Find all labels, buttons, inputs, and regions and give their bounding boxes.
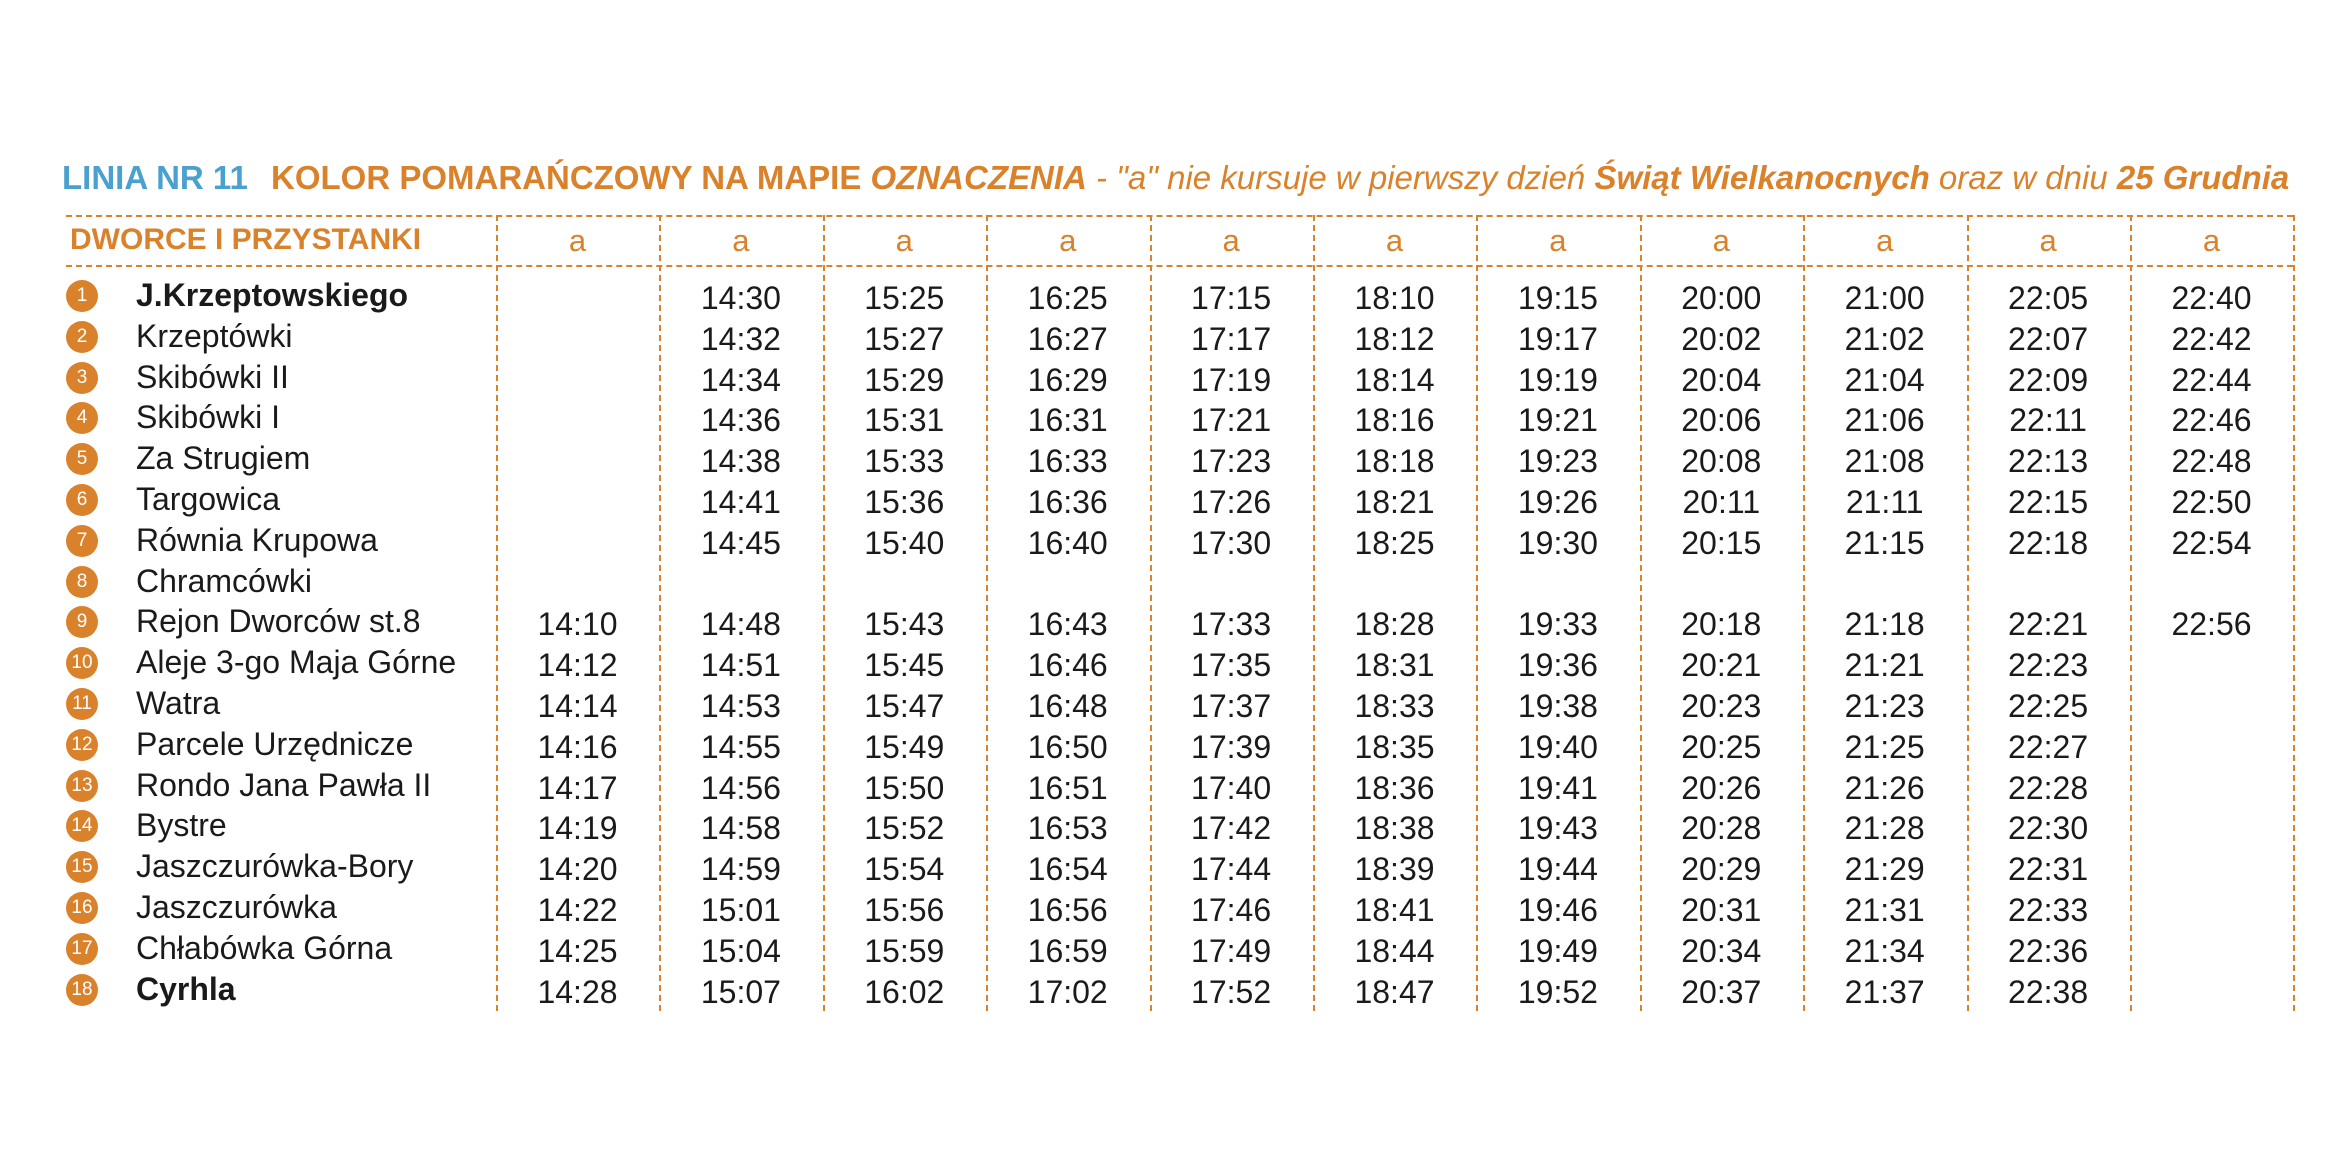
stop-number-badge: 9 (66, 606, 98, 638)
departure-time: 22:21 (2008, 606, 2089, 643)
column-header: a (1385, 223, 1404, 258)
departure-time: 21:21 (1844, 647, 1925, 684)
stop-name: Krzeptówki (136, 317, 293, 354)
departure-time: 20:08 (1681, 443, 1762, 480)
stop-name: Skibówki II (136, 358, 289, 395)
departure-time: 15:25 (864, 280, 945, 316)
departure-time: 22:09 (2008, 361, 2089, 398)
departure-time (986, 562, 1149, 603)
departure-time: 14:51 (700, 647, 781, 684)
stop-number-badge: 17 (66, 933, 98, 965)
departure-time: 14:32 (700, 320, 781, 357)
departure-time: 15:56 (864, 892, 945, 928)
departure-time: 21:08 (1844, 443, 1925, 480)
departure-time: 20:34 (1681, 932, 1762, 969)
departure-time: 17:02 (1027, 973, 1108, 1010)
departure-time: 17:17 (1191, 320, 1272, 357)
departure-time: 21:34 (1844, 932, 1925, 969)
departure-time: 14:56 (700, 769, 781, 806)
departure-time: 22:25 (2008, 688, 2089, 724)
departure-time: 15:27 (864, 320, 945, 357)
stop-name: Rondo Jana Pawła II (136, 766, 432, 803)
departure-time: 20:31 (1681, 892, 1762, 928)
departure-time: 21:25 (1844, 728, 1925, 765)
departure-time: 14:48 (700, 606, 781, 643)
departure-time: 18:36 (1354, 769, 1435, 806)
stop-name: Bystre (136, 807, 227, 844)
departure-time: 14:22 (537, 892, 618, 928)
departure-time: 15:43 (864, 606, 945, 643)
departure-time: 22:23 (2008, 647, 2089, 684)
departure-time: 20:11 (1682, 484, 1761, 520)
stop-name: J.Krzeptowskiego (136, 277, 409, 313)
stop-name: Targowica (136, 481, 281, 517)
departure-time: 21:37 (1844, 973, 1925, 1010)
stop-number-badge: 11 (66, 688, 98, 720)
departure-time: 16:33 (1027, 443, 1108, 480)
stop-name: Jaszczurówka (136, 889, 337, 925)
departure-time: 14:41 (700, 484, 781, 520)
departure-time: 21:31 (1844, 892, 1925, 928)
departure-time (1476, 562, 1639, 603)
departure-time (1150, 562, 1313, 603)
departure-time: 15:33 (864, 443, 945, 480)
timetable (66, 215, 2293, 1011)
departure-time: 21:29 (1844, 851, 1925, 888)
departure-time: 22:28 (2008, 769, 2089, 806)
departure-time: 20:26 (1681, 769, 1762, 806)
departure-time: 21:00 (1844, 280, 1925, 316)
departure-time: 22:48 (2171, 443, 2252, 480)
departure-time: 14:58 (700, 810, 781, 847)
departure-time: 15:52 (864, 810, 945, 847)
departure-time: 16:51 (1027, 769, 1108, 806)
departure-time: 18:47 (1354, 973, 1435, 1010)
departure-time: 20:29 (1681, 851, 1762, 888)
stop-number-badge: 7 (66, 525, 98, 557)
departure-time: 16:56 (1027, 892, 1108, 928)
departure-time: 16:54 (1027, 851, 1108, 888)
departure-time: 17:35 (1191, 647, 1272, 684)
departure-time: 22:15 (2008, 484, 2089, 520)
departure-time: 19:41 (1517, 769, 1598, 806)
departure-time: 14:53 (700, 688, 781, 724)
departure-time: 19:19 (1517, 361, 1598, 398)
departure-time: 20:28 (1681, 810, 1762, 847)
departure-time: 15:01 (700, 892, 781, 928)
column-header: a (2202, 223, 2221, 258)
departure-time: 20:18 (1681, 606, 1762, 643)
departure-time: 17:42 (1191, 810, 1272, 847)
stop-row (66, 847, 2293, 888)
stop-row (66, 480, 2293, 521)
departure-time: 20:02 (1681, 320, 1762, 357)
departure-time (2130, 643, 2293, 684)
departure-time: 19:17 (1517, 320, 1598, 357)
departure-time: 15:07 (700, 973, 781, 1010)
departure-time: 17:52 (1191, 973, 1272, 1010)
departure-time: 18:28 (1354, 606, 1435, 643)
stop-row (66, 970, 2293, 1011)
departure-time: 18:44 (1354, 932, 1435, 969)
departure-time: 17:33 (1191, 606, 1272, 643)
departure-time: 14:45 (700, 524, 781, 561)
departure-time: 21:26 (1844, 769, 1925, 806)
departure-time: 18:41 (1354, 892, 1435, 928)
departure-time: 17:49 (1191, 932, 1272, 969)
departure-time: 20:06 (1681, 402, 1762, 439)
departure-time: 22:44 (2171, 361, 2252, 398)
departure-time: 18:31 (1354, 647, 1435, 684)
departure-time: 16:40 (1027, 524, 1108, 561)
departure-time (2130, 725, 2293, 766)
legend-mid: oraz w dniu (1929, 159, 2117, 196)
departure-time: 22:56 (2171, 606, 2252, 643)
departure-time: 20:25 (1681, 728, 1762, 765)
stop-number-badge: 16 (66, 892, 98, 924)
departure-time: 14:14 (537, 688, 618, 724)
departure-time: 22:50 (2171, 484, 2252, 520)
departure-time (496, 276, 659, 317)
stop-row (66, 725, 2293, 766)
departure-time: 17:23 (1191, 443, 1272, 480)
header-bottom-border (66, 265, 2293, 267)
stop-name: Cyrhla (136, 970, 236, 1007)
departure-time: 16:27 (1027, 320, 1108, 357)
departure-time: 18:38 (1354, 810, 1435, 847)
departure-time (496, 480, 659, 521)
departure-time: 22:38 (2008, 973, 2089, 1010)
stop-row (66, 358, 2293, 399)
departure-time: 15:29 (864, 361, 945, 398)
departure-time: 22:13 (2008, 443, 2089, 480)
departure-time: 20:15 (1681, 524, 1762, 561)
departure-time: 19:52 (1517, 973, 1598, 1010)
stop-number-badge: 13 (66, 770, 98, 802)
departure-time: 22:30 (2008, 810, 2089, 847)
departure-time: 14:16 (537, 728, 618, 765)
stop-name: Skibówki I (136, 399, 281, 436)
departure-time: 15:54 (864, 851, 945, 888)
departure-time (2130, 806, 2293, 847)
departure-time: 21:06 (1844, 402, 1925, 439)
timetable-title (62, 150, 2289, 206)
departure-time: 17:40 (1191, 769, 1272, 806)
departure-time: 21:02 (1844, 320, 1925, 357)
stop-number-badge: 2 (66, 321, 98, 353)
departure-time (659, 562, 822, 603)
departure-time: 16:46 (1027, 647, 1108, 684)
stop-row (66, 276, 2293, 317)
departure-time: 18:25 (1354, 524, 1435, 561)
departure-time: 18:33 (1354, 688, 1435, 724)
stop-number-badge: 8 (66, 566, 98, 598)
departure-time: 19:43 (1517, 810, 1598, 847)
departure-time: 18:16 (1354, 402, 1435, 439)
departure-time: 19:38 (1517, 688, 1598, 724)
departure-time: 15:36 (864, 484, 945, 520)
departure-time: 16:31 (1027, 402, 1108, 439)
stop-row (66, 684, 2293, 725)
column-header: a (732, 223, 750, 258)
departure-time: 19:36 (1517, 647, 1598, 684)
departure-time: 14:10 (537, 606, 618, 643)
departure-time: 14:30 (700, 280, 781, 316)
departure-time (2130, 562, 2293, 603)
stop-name: Aleje 3-go Maja Górne (136, 644, 457, 681)
departure-time: 18:14 (1354, 361, 1435, 398)
column-header: a (1876, 223, 1894, 258)
departure-time: 22:31 (2008, 851, 2089, 888)
departure-time: 15:50 (864, 769, 945, 806)
departure-time (496, 562, 659, 603)
departure-time: 16:53 (1027, 810, 1108, 847)
departure-time: 22:05 (2008, 280, 2089, 316)
departure-time: 17:21 (1191, 402, 1272, 439)
stop-number-badge: 10 (66, 647, 98, 679)
column-header: a (2039, 223, 2057, 258)
departure-time (2130, 766, 2293, 807)
stop-name: Chłabówka Górna (136, 929, 393, 966)
departure-time: 14:36 (700, 402, 781, 439)
departure-time (2130, 847, 2293, 888)
departure-time: 14:55 (700, 728, 781, 765)
departure-time: 22:07 (2008, 320, 2089, 357)
departure-time: 19:49 (1517, 932, 1598, 969)
departure-time: 22:46 (2171, 402, 2252, 439)
departure-time: 14:59 (700, 851, 781, 888)
stop-row (66, 643, 2293, 684)
departure-time: 15:40 (864, 524, 945, 561)
departure-time (1803, 562, 1966, 603)
stop-number-badge: 15 (66, 851, 98, 883)
departure-time (496, 358, 659, 399)
legend-date: 25 Grudnia (2116, 159, 2290, 196)
departure-time: 22:36 (2008, 932, 2089, 969)
departure-time: 17:37 (1191, 688, 1272, 724)
departure-time: 22:18 (2008, 524, 2089, 561)
departure-time: 20:21 (1681, 647, 1762, 684)
departure-time: 17:39 (1191, 728, 1272, 765)
departure-time: 19:26 (1517, 484, 1598, 520)
stop-number-badge: 14 (66, 810, 98, 842)
departure-time: 18:12 (1354, 320, 1435, 357)
legend-holiday: Świąt Wielkanocnych (1594, 159, 1930, 196)
departure-time: 17:46 (1191, 892, 1272, 928)
departure-time: 17:44 (1191, 851, 1272, 888)
departure-time: 22:54 (2171, 524, 2252, 561)
departure-time: 14:20 (537, 851, 618, 888)
stop-row (66, 317, 2293, 358)
departure-time: 22:27 (2008, 728, 2089, 765)
stop-name: Parcele Urzędnicze (136, 725, 414, 762)
departure-time (2130, 970, 2293, 1011)
departure-time: 18:39 (1354, 851, 1435, 888)
departure-time (1967, 562, 2130, 603)
departure-time: 18:10 (1354, 280, 1435, 316)
stop-number-badge: 12 (66, 729, 98, 761)
stop-row (66, 521, 2293, 562)
line-number: LINIA NR 11 (62, 159, 248, 196)
column-header: a (895, 223, 913, 258)
stop-row (66, 602, 2293, 643)
departure-time: 20:23 (1681, 688, 1762, 724)
departure-time: 19:33 (1517, 606, 1598, 643)
departure-time (2130, 929, 2293, 970)
departure-time: 22:33 (2008, 892, 2089, 928)
departure-time: 18:21 (1354, 484, 1435, 520)
stops-column-header: DWORCE I PRZYSTANKI (70, 223, 422, 256)
departure-time: 22:42 (2171, 320, 2252, 357)
column-header: a (1712, 223, 1730, 258)
departure-time: 14:17 (537, 769, 618, 806)
departure-time (1313, 562, 1476, 603)
stop-number-badge: 3 (66, 362, 98, 394)
departure-time: 19:21 (1517, 402, 1598, 439)
departure-time: 19:23 (1517, 443, 1598, 480)
departure-time: 21:11 (1845, 484, 1924, 520)
departure-time: 14:38 (700, 443, 781, 480)
departure-time: 15:59 (864, 932, 945, 969)
stop-row (66, 806, 2293, 847)
departure-time: 22:40 (2171, 280, 2252, 316)
departure-time: 21:15 (1844, 524, 1925, 561)
stop-name: Jaszczurówka-Bory (136, 848, 414, 885)
departure-time: 16:36 (1027, 484, 1108, 520)
departure-time: 14:28 (537, 973, 618, 1010)
departure-time (2130, 684, 2293, 725)
column-header: a (568, 223, 587, 258)
departure-time: 16:43 (1027, 606, 1108, 643)
departure-time: 18:35 (1354, 728, 1435, 765)
departure-time: 14:25 (537, 932, 618, 969)
departure-time: 17:30 (1191, 524, 1272, 561)
stop-number-badge: 18 (66, 974, 98, 1006)
stop-number-badge: 5 (66, 443, 98, 475)
departure-time (496, 439, 659, 480)
departure-time: 19:44 (1517, 851, 1598, 888)
departure-time (823, 562, 986, 603)
stop-number-badge: 4 (66, 402, 98, 434)
column-divider (2293, 215, 2295, 1011)
stop-name: Za Strugiem (136, 440, 311, 477)
departure-time (496, 521, 659, 562)
departure-time: 16:48 (1027, 688, 1108, 724)
departure-time (496, 317, 659, 358)
legend-text: - "a" nie kursuje w pierwszy dzień (1086, 159, 1595, 196)
departure-time: 14:12 (537, 647, 618, 684)
column-header: a (1222, 223, 1240, 258)
stop-name: Watra (136, 685, 221, 721)
departure-time: 18:18 (1354, 443, 1435, 480)
departure-time: 16:50 (1027, 728, 1108, 765)
stop-number-badge: 6 (66, 484, 98, 516)
stop-name: Równia Krupowa (136, 521, 378, 558)
line-color-name: KOLOR POMARAŃCZOWY NA MAPIE (271, 159, 862, 196)
departure-time: 19:15 (1517, 280, 1598, 316)
departure-time: 19:46 (1517, 892, 1598, 928)
departure-time: 21:18 (1844, 606, 1925, 643)
stop-name: Rejon Dworców st.8 (136, 603, 421, 640)
stop-row (66, 562, 2293, 603)
departure-time: 17:19 (1191, 361, 1272, 398)
stop-name: Chramcówki (136, 562, 313, 599)
departure-time: 21:28 (1844, 810, 1925, 847)
departure-time (2130, 888, 2293, 929)
legend-label: OZNACZENIA (870, 159, 1087, 196)
departure-time: 20:04 (1681, 361, 1762, 398)
column-header: a (1549, 223, 1567, 258)
departure-time: 21:23 (1844, 688, 1925, 724)
departure-time: 15:49 (864, 728, 945, 765)
departure-time: 20:37 (1681, 973, 1762, 1010)
departure-time: 19:30 (1517, 524, 1598, 561)
departure-time: 15:47 (864, 688, 945, 724)
stop-row (66, 766, 2293, 807)
column-header: a (1059, 223, 1077, 258)
departure-time: 14:34 (700, 361, 781, 398)
departure-time: 16:59 (1027, 932, 1108, 969)
stop-row (66, 929, 2293, 970)
departure-time: 17:26 (1191, 484, 1272, 520)
departure-time: 15:04 (700, 932, 781, 969)
stop-row (66, 888, 2293, 929)
stop-row (66, 398, 2293, 439)
departure-time (1640, 562, 1803, 603)
stop-row (66, 439, 2293, 480)
departure-time: 14:19 (537, 810, 618, 847)
stop-number-badge: 1 (66, 280, 98, 312)
departure-time: 15:31 (864, 402, 945, 439)
departure-time: 22:11 (2009, 402, 2087, 439)
departure-time: 17:15 (1191, 280, 1272, 316)
departure-time (496, 398, 659, 439)
departure-time: 15:45 (864, 647, 945, 684)
departure-time: 21:04 (1844, 361, 1925, 398)
departure-time: 20:00 (1681, 280, 1762, 316)
departure-time: 16:02 (864, 973, 945, 1010)
departure-time: 19:40 (1517, 728, 1598, 765)
departure-time: 16:29 (1027, 361, 1108, 398)
departure-time: 16:25 (1027, 280, 1108, 316)
